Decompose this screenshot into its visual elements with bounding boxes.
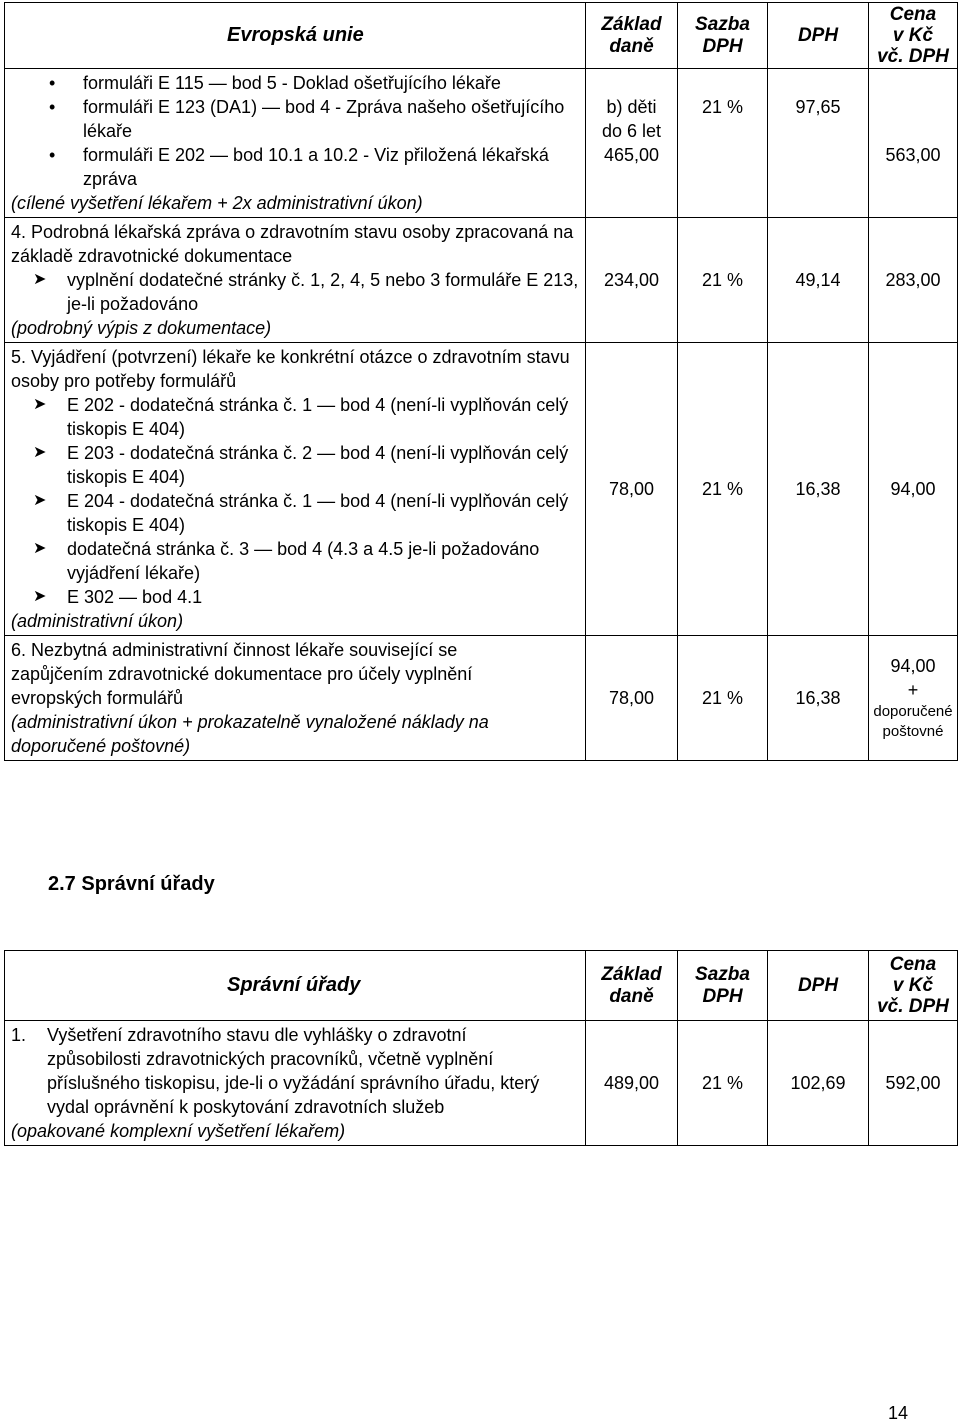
row-title: 5. Vyjádření (potvrzení) lékaře ke konkrétní otázce o zdravotním stavu osoby pro potřeby formulářů — [11, 347, 570, 391]
row-title: 6. Nezbytná administrativní činnost lékaře související se zapůjčením zdravotnické dokumentace pro účely vyplnění evropských formulářů — [11, 640, 473, 708]
table-row: 6. Nezbytná administrativní činnost lékaře související se zapůjčením zdravotnické dokumentace pro účely vyplnění evropských formulářů (administrativní úkon + prokazatelně vynaložené náklady na doporučené poštovné) 78,00 21 % 16,38 94,00 + doporučené poštovné — [5, 636, 958, 761]
row-note: (opakované komplexní vyšetření lékařem) — [11, 1121, 346, 1141]
table-row: 5. Vyjádření (potvrzení) lékaře ke konkrétní otázce o zdravotním stavu osoby pro potřeby formulářů ➤ E 202 - dodatečná stránka č. 1 — bod 4 (není-li vyplňován celý tiskopis E 404) ➤ E 203 - dodatečná stránka č. 2 — bod 4 (není-li vyplňován celý tiskopis E 404) ➤ E 204 - dodatečná stránka č. 1 — bod 4 (není-li vyplňován celý tiskopis E 404) ➤ dodatečná stránka č. 3 — bod 4 (4.3 a 4.5 je-li požadováno vyjádření lékaře) ➤ E 302 — bod 4.1 (administrativní úkon) 78,00 21 % 16,38 94,00 — [5, 343, 958, 636]
col-header-price: Cena v Kč vč. DPH — [869, 3, 958, 69]
list-item: ➤ E 203 - dodatečná stránka č. 2 — bod 4 (není-li vyplňován celý tiskopis E 404) — [33, 443, 569, 487]
col-header-rate: Sazba DPH — [678, 3, 768, 69]
table-row: 4. Podrobná lékařská zpráva o zdravotním stavu osoby zpracovaná na základě zdravotnické dokumentace ➤ vyplnění dodatečné stránky č. 1, 2, 4, 5 nebo 3 formuláře E 213, je-li požadováno (podrobný výpis z dokumentace) 234,00 21 % 49,14 283,00 — [5, 218, 958, 343]
list-item: • formuláři E 115 — bod 5 - Doklad ošetřujícího lékaře — [5, 71, 581, 95]
admin-offices-price-table — [4, 950, 958, 1146]
table-row: 1. Vyšetření zdravotního stavu dle vyhlášky o zdravotní způsobilosti zdravotnických pracovníků, včetně vyplnění příslušného tiskopisu, jde-li o vyžádání správního úřadu, který vydal oprávnění k poskytování zdravotních služeb (opakované komplexní vyšetření lékařem) 489,00 21 % 102,69 592,00 — [5, 1021, 958, 1146]
col-header-base: Základ daně — [586, 3, 678, 69]
list-item: ➤ vyplnění dodatečné stránky č. 1, 2, 4, 5 nebo 3 formuláře E 213, je-li požadováno — [33, 270, 579, 314]
col-header-vat: DPH — [768, 951, 869, 1021]
col-header-rate: Sazba DPH — [678, 951, 768, 1021]
list-item: • formuláři E 202 — bod 10.1 a 10.2 - Viz přiložená lékařská zpráva — [5, 143, 581, 191]
row-title: 1. Vyšetření zdravotního stavu dle vyhlášky o zdravotní způsobilosti zdravotnických pracovníků, včetně vyplnění příslušného tiskopisu, jde-li o vyžádání správního úřadu, který vydal oprávnění k poskytování zdravotních služeb — [11, 1025, 540, 1117]
list-item: ➤ E 202 - dodatečná stránka č. 1 — bod 4 (není-li vyplňován celý tiskopis E 404) — [33, 395, 569, 439]
row-note: (administrativní úkon) — [11, 611, 184, 631]
col-header-base: Základ daně — [586, 951, 678, 1021]
row-note: (podrobný výpis z dokumentace) — [11, 318, 272, 338]
row-title: 4. Podrobná lékařská zpráva o zdravotním stavu osoby zpracovaná na základě zdravotnické dokumentace — [11, 222, 574, 266]
list-item: • formuláři E 123 (DA1) — bod 4 - Zpráva našeho ošetřujícího lékaře — [5, 95, 581, 143]
col-header-price: Cena v Kč vč. DPH — [869, 951, 958, 1021]
page-number: 14 — [888, 1403, 909, 1423]
list-item: ➤ E 302 — bod 4.1 — [33, 587, 203, 607]
eu-price-table — [4, 2, 958, 761]
arrow-bullet-icon: ➤ — [33, 492, 47, 509]
arrow-bullet-icon: ➤ — [33, 588, 47, 605]
table-row: • formuláři E 115 — bod 5 - Doklad ošetřujícího lékaře • formuláři E 123 (DA1) — bod 4 - Zpráva našeho ošetřujícího lékaře • formuláři E 202 — bod 10.1 a 10.2 - Viz přiložená lékařská zpráva (cílené vyšetření lékařem + 2x administrativní úkon) b) děti do 6 let 465,00 21 % 97,65 563,00 — [5, 69, 958, 218]
row-note: (administrativní úkon + prokazatelně vynaložené náklady na doporučené poštovné) — [11, 712, 489, 756]
table-title: Evropská unie — [5, 3, 586, 69]
list-item: ➤ dodatečná stránka č. 3 — bod 4 (4.3 a 4.5 je-li požadováno vyjádření lékaře) — [33, 539, 540, 583]
arrow-bullet-icon: ➤ — [33, 271, 47, 288]
arrow-bullet-icon: ➤ — [33, 396, 47, 413]
col-header-vat: DPH — [768, 3, 869, 69]
arrow-bullet-icon: ➤ — [33, 540, 47, 557]
row-note: (cílené vyšetření lékařem + 2x administrativní úkon) — [11, 193, 423, 213]
section-heading: 2.7 Správní úřady — [48, 873, 215, 895]
arrow-bullet-icon: ➤ — [33, 444, 47, 461]
table-title: Správní úřady — [5, 951, 586, 1021]
list-item: ➤ E 204 - dodatečná stránka č. 1 — bod 4 (není-li vyplňován celý tiskopis E 404) — [33, 491, 569, 535]
